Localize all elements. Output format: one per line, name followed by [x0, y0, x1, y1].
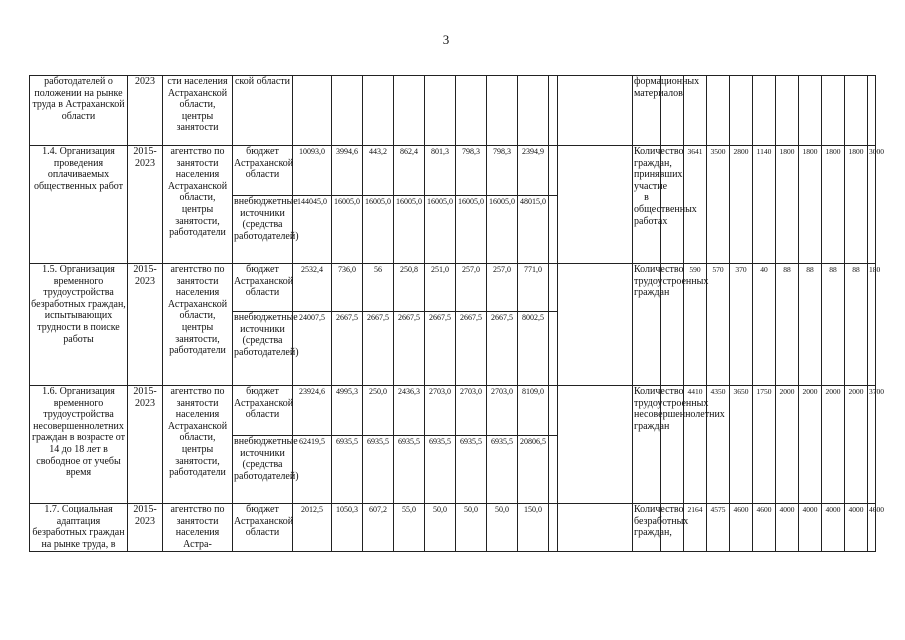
funding-year-cell: 2703,0: [487, 386, 518, 436]
indicator-value-cell: 2000: [822, 386, 845, 504]
funding-source-cell: внебюджетные источники (средства работодателей): [233, 196, 293, 264]
indicator-value-cell: 88: [799, 264, 822, 386]
funding-year-cell: [549, 436, 558, 504]
indicator-value-cell: 2164: [684, 504, 707, 552]
funding-year-cell: 736,0: [332, 264, 363, 312]
indicator-value-cell: 570: [707, 264, 730, 386]
funding-year-cell: 1050,3: [332, 504, 363, 552]
indicator-value-cell: 590: [684, 264, 707, 386]
funding-year-cell: 16005,0: [363, 196, 394, 264]
funding-year-cell: [456, 76, 487, 146]
indicator-value-cell: 88: [822, 264, 845, 386]
funding-total-cell: 10093,0: [293, 146, 332, 196]
indicator-value-cell: 1800: [776, 146, 799, 264]
table-row: [30, 386, 876, 436]
indicator-value-cell: 4410: [684, 386, 707, 504]
funding-total-cell: 2532,4: [293, 264, 332, 312]
funding-year-cell: 20806,5: [518, 436, 549, 504]
measure-name-cell: 1.5. Организация временного трудоустройства безработных граждан, испытывающих трудности в поиске работы: [30, 264, 128, 386]
measure-name-cell: 1.6. Организация временного трудоустройства несовершеннолетних граждан в возрасте от 14 до 18 лет в свободное от учебы время: [30, 386, 128, 504]
funding-year-cell: 250,8: [394, 264, 425, 312]
indicator-value-cell: 4600: [753, 504, 776, 552]
funding-total-cell: 23924,6: [293, 386, 332, 436]
executor-cell: агентство по занятости населения Астра-: [163, 504, 233, 552]
indicator-value-cell: 180: [868, 264, 876, 386]
spacer-cell: [558, 386, 633, 504]
funding-year-cell: 257,0: [456, 264, 487, 312]
funding-year-cell: 2394,9: [518, 146, 549, 196]
indicator-value-cell: 88: [845, 264, 868, 386]
funding-year-cell: 6935,5: [456, 436, 487, 504]
funding-year-cell: 6935,5: [363, 436, 394, 504]
funding-year-cell: 16005,0: [332, 196, 363, 264]
measure-name-cell: 1.7. Социальная адаптация безработных граждан на рынке труда, в: [30, 504, 128, 552]
funding-year-cell: [363, 76, 394, 146]
funding-year-cell: 6935,5: [487, 436, 518, 504]
executor-cell: агентство по занятости населения Астраханской области, центры занятости, работодатели: [163, 386, 233, 504]
spacer-cell: [558, 76, 633, 146]
indicator-value-cell: 88: [776, 264, 799, 386]
indicator-value-cell: [799, 76, 822, 146]
indicator-value-cell: 3500: [707, 146, 730, 264]
funding-year-cell: 251,0: [425, 264, 456, 312]
table-row: [30, 146, 876, 196]
indicator-value-cell: 1800: [845, 146, 868, 264]
indicator-value-cell: 3000: [868, 146, 876, 264]
funding-source-cell: внебюджетные источники (средства работодателей): [233, 312, 293, 386]
program-table: [29, 75, 884, 552]
spacer-cell: [558, 264, 633, 386]
indicator-value-cell: 4600: [730, 504, 753, 552]
funding-year-cell: 2667,5: [363, 312, 394, 386]
indicator-cell: Количество граждан, принявших участие в общественных работах: [633, 146, 661, 264]
funding-total-cell: 62419,5: [293, 436, 332, 504]
measure-name-cell: работодателей о положении на рынке труда в Астраханской области: [30, 76, 128, 146]
funding-year-cell: 16005,0: [425, 196, 456, 264]
funding-year-cell: [518, 76, 549, 146]
indicator-cell: Количество безработных граждан,: [633, 504, 661, 552]
indicator-value-cell: 1140: [753, 146, 776, 264]
funding-year-cell: 798,3: [487, 146, 518, 196]
funding-year-cell: 2667,5: [456, 312, 487, 386]
indicator-value-cell: 2000: [799, 386, 822, 504]
funding-year-cell: [549, 504, 558, 552]
funding-year-cell: 16005,0: [394, 196, 425, 264]
indicator-value-cell: 3641: [684, 146, 707, 264]
indicator-value-cell: 4000: [799, 504, 822, 552]
indicator-value-cell: 2000: [845, 386, 868, 504]
funding-year-cell: 801,3: [425, 146, 456, 196]
funding-year-cell: 55,0: [394, 504, 425, 552]
funding-year-cell: 2667,5: [425, 312, 456, 386]
funding-year-cell: [394, 76, 425, 146]
funding-year-cell: 798,3: [456, 146, 487, 196]
indicator-value-cell: 4575: [707, 504, 730, 552]
table-row: [30, 504, 876, 552]
funding-year-cell: 6935,5: [394, 436, 425, 504]
funding-year-cell: 2703,0: [425, 386, 456, 436]
funding-year-cell: 8002,5: [518, 312, 549, 386]
indicator-value-cell: 40: [753, 264, 776, 386]
funding-year-cell: [425, 76, 456, 146]
funding-year-cell: [549, 386, 558, 436]
executor-cell: агентство по занятости населения Астраханской области, центры занятости, работодатели: [163, 146, 233, 264]
funding-year-cell: 2667,5: [487, 312, 518, 386]
indicator-value-cell: 4600: [868, 504, 876, 552]
funding-year-cell: 16005,0: [487, 196, 518, 264]
indicator-value-cell: 1750: [753, 386, 776, 504]
funding-source-cell: бюджет Астраханской области: [233, 386, 293, 436]
measure-name-cell: 1.4. Организация проведения оплачиваемых общественных работ: [30, 146, 128, 264]
funding-year-cell: [549, 312, 558, 386]
years-cell: 2015-2023: [128, 264, 163, 386]
funding-year-cell: 48015,0: [518, 196, 549, 264]
indicator-value-cell: [868, 76, 876, 146]
executor-cell: сти населения Астраханской области, центры занятости: [163, 76, 233, 146]
indicator-value-cell: [753, 76, 776, 146]
indicator-value-cell: [707, 76, 730, 146]
funding-year-cell: 150,0: [518, 504, 549, 552]
years-cell: 2023: [128, 76, 163, 146]
indicator-value-cell: 3700: [868, 386, 876, 504]
funding-year-cell: [549, 146, 558, 196]
funding-year-cell: 2667,5: [332, 312, 363, 386]
funding-total-cell: 144045,0: [293, 196, 332, 264]
funding-year-cell: 257,0: [487, 264, 518, 312]
funding-source-cell: внебюджетные источники (средства работодателей): [233, 436, 293, 504]
funding-year-cell: 50,0: [425, 504, 456, 552]
funding-year-cell: 3994,6: [332, 146, 363, 196]
funding-total-cell: 24007,5: [293, 312, 332, 386]
years-cell: 2015-2023: [128, 146, 163, 264]
indicator-value-cell: 2800: [730, 146, 753, 264]
indicator-value-cell: 2000: [776, 386, 799, 504]
funding-year-cell: 50,0: [487, 504, 518, 552]
funding-year-cell: 771,0: [518, 264, 549, 312]
indicator-cell: формационных материалов: [633, 76, 661, 146]
funding-year-cell: [332, 76, 363, 146]
page-number: 3: [442, 32, 450, 47]
funding-year-cell: 862,4: [394, 146, 425, 196]
indicator-value-cell: 4000: [776, 504, 799, 552]
funding-year-cell: 250,0: [363, 386, 394, 436]
table-row: [30, 264, 876, 312]
indicator-value-cell: [845, 76, 868, 146]
funding-year-cell: 443,2: [363, 146, 394, 196]
spacer-cell: [558, 146, 633, 264]
funding-year-cell: [549, 196, 558, 264]
indicator-value-cell: 4000: [822, 504, 845, 552]
funding-year-cell: 16005,0: [456, 196, 487, 264]
funding-total-cell: 2012,5: [293, 504, 332, 552]
indicator-value-cell: [776, 76, 799, 146]
executor-cell: агентство по занятости населения Астраханской области, центры занятости, работодатели: [163, 264, 233, 386]
indicator-value-cell: 1800: [822, 146, 845, 264]
indicator-value-cell: 370: [730, 264, 753, 386]
funding-year-cell: [549, 264, 558, 312]
indicator-value-cell: 4000: [845, 504, 868, 552]
indicator-value-cell: [730, 76, 753, 146]
funding-year-cell: 6935,5: [332, 436, 363, 504]
funding-year-cell: 2667,5: [394, 312, 425, 386]
indicator-value-cell: 4350: [707, 386, 730, 504]
funding-year-cell: 2436,3: [394, 386, 425, 436]
funding-source-cell: бюджет Астраханской области: [233, 264, 293, 312]
funding-source-cell: ской области: [233, 76, 293, 146]
funding-year-cell: 50,0: [456, 504, 487, 552]
indicator-value-cell: 1800: [799, 146, 822, 264]
funding-year-cell: 2703,0: [456, 386, 487, 436]
funding-year-cell: 6935,5: [425, 436, 456, 504]
funding-year-cell: 607,2: [363, 504, 394, 552]
indicator-value-cell: [822, 76, 845, 146]
funding-source-cell: бюджет Астраханской области: [233, 146, 293, 196]
indicator-cell: Количество трудоустроенных несовершеннолетних граждан: [633, 386, 661, 504]
funding-year-cell: [549, 76, 558, 146]
funding-year-cell: [487, 76, 518, 146]
funding-total-cell: [293, 76, 332, 146]
funding-year-cell: 56: [363, 264, 394, 312]
table-row: [30, 76, 876, 146]
years-cell: 2015-2023: [128, 504, 163, 552]
funding-year-cell: 8109,0: [518, 386, 549, 436]
indicator-cell: Количество трудоустроенных граждан: [633, 264, 661, 386]
spacer-cell: [558, 504, 633, 552]
funding-source-cell: бюджет Астраханской области: [233, 504, 293, 552]
years-cell: 2015-2023: [128, 386, 163, 504]
indicator-value-cell: 3650: [730, 386, 753, 504]
funding-year-cell: 4995,3: [332, 386, 363, 436]
